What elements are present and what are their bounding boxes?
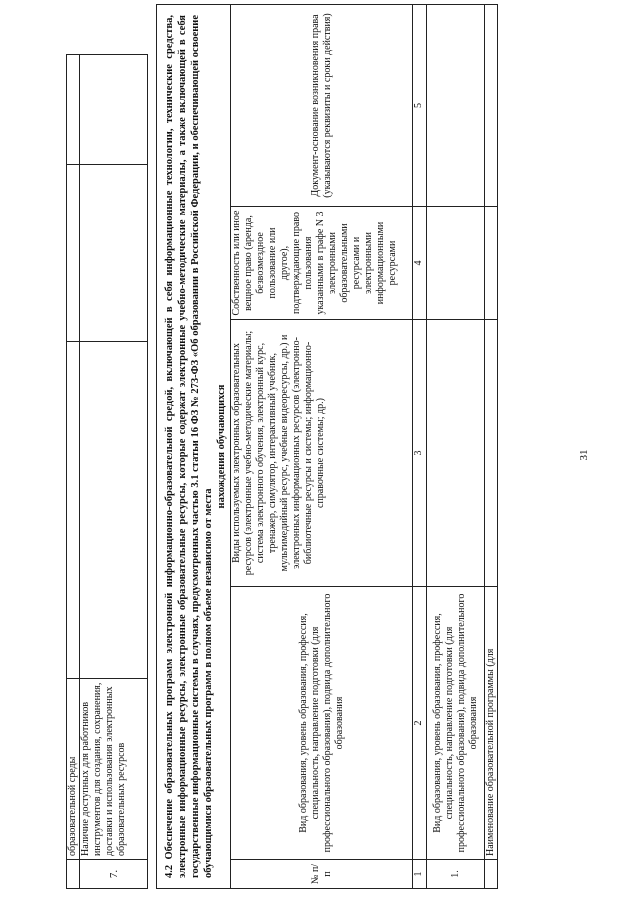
- column-header-row: [231, 5, 413, 889]
- table-row: [67, 55, 80, 889]
- col-header-document: Документ-основание возникновения права (указываются реквизиты и сроки действия): [231, 5, 413, 207]
- col-header-edu-type: Вид образования, уровень образования, профессия, специальность, направление подготовки (для профессионального образования), подвида дополнительного образования: [231, 587, 413, 860]
- table-cell: [485, 860, 498, 889]
- table-row: [485, 5, 498, 889]
- row-1-num: 1.: [427, 860, 485, 889]
- row-edu-env-text: образовательной среды: [67, 679, 80, 860]
- section-4-2-heading: [157, 5, 231, 889]
- table-cell: [80, 342, 148, 679]
- table-cell: [67, 860, 80, 889]
- table-cell: [67, 165, 80, 342]
- table-row: [80, 55, 148, 889]
- table-cell: [485, 5, 498, 207]
- table-cell: [80, 165, 148, 342]
- col-number: 3: [413, 320, 427, 587]
- row-program-text: Наименование образовательной программы (для: [485, 587, 498, 860]
- col-number: 4: [413, 207, 427, 320]
- col-number: 2: [413, 587, 427, 860]
- row-7-text: Наличие доступных для работников инструментов для создания, сохранения, доставки и использования электронных образовательных ресурсов: [80, 679, 148, 860]
- section-4-2-heading-text: 4.2 Обеспечение образовательных программ электронной информационно-образовательной средой, включающей в себя информационные технологии, технические средства, электронные информационные ресурсы, электронные образовательные ресурсы, которые содержат электронные учебно-методические материалы, а также включающей в себя государственные информационные системы в случаях, предусмотренных частью 3.1 статьи 16 ФЗ № 273-ФЗ «Об образовании в Российской Федерации, и обеспечивающей освоение обучающимися образовательных программ в полном объеме независимо от места: [164, 15, 214, 878]
- table-row: [427, 5, 485, 889]
- page-number: 31: [578, 449, 590, 461]
- row-7-num: 7.: [80, 860, 148, 889]
- row-1-text: Вид образования, уровень образования, профессия, специальность, направление подготовки (для профессионального образования), подвида дополнительного образования: [427, 587, 485, 860]
- col-number: 1: [413, 860, 427, 889]
- table-cell: [427, 207, 485, 320]
- section-4-2-heading-last-line: нахождения обучающихся: [216, 384, 227, 509]
- col-header-ownership: Собственность или иное вещное право (аренда, безвозмездное пользование или другое), подтверждающие право пользования указанными в графе N 3 электронными образовательными ресурсами и электронными информационными ресурсами: [231, 207, 413, 320]
- table-4-1-continuation: [66, 54, 148, 889]
- col-header-num: № п/п: [231, 860, 413, 889]
- table-cell: [485, 207, 498, 320]
- table-cell: [67, 342, 80, 679]
- table-4-2: [156, 4, 498, 889]
- table-cell: [80, 55, 148, 165]
- table-cell: [67, 55, 80, 165]
- section-heading-row: [157, 5, 231, 889]
- col-header-resources: Виды используемых электронных образовательных ресурсов (электронные учебно-методические материалы; система электронного обучения, электронный курс, тренажер, симулятор, интерактивный учебник, мультимедийный ресурс, учебные видеоресурсы, др.) и электронных информационных ресурсов (электронно-библиотечные ресурсы и системы; информационно-справочные системы; др.): [231, 320, 413, 587]
- column-number-row: [413, 5, 427, 889]
- col-number: 5: [413, 5, 427, 207]
- table-cell: [427, 320, 485, 587]
- table-cell: [485, 320, 498, 587]
- table-cell: [427, 5, 485, 207]
